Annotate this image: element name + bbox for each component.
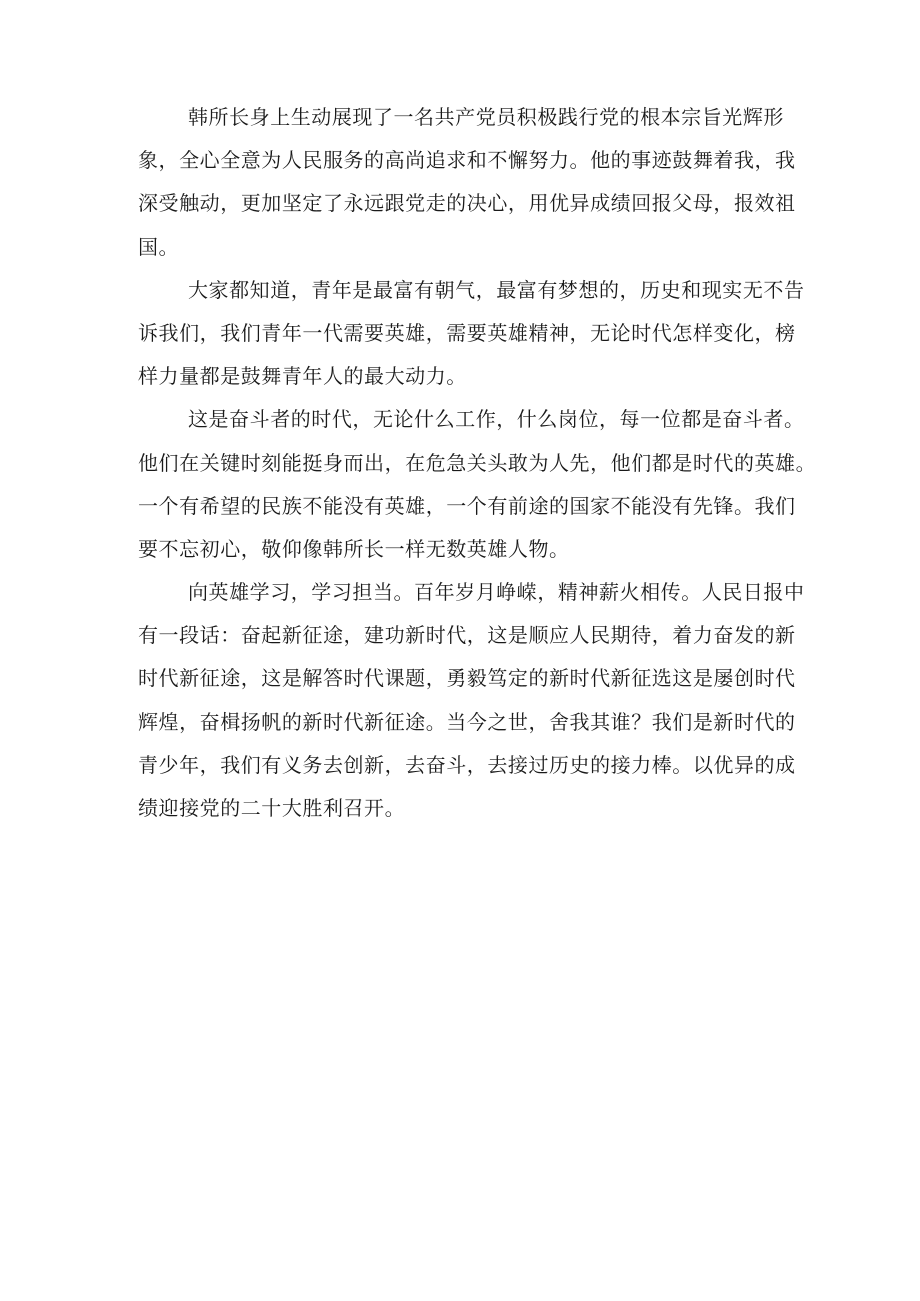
- paragraph-line: 青少年，我们有义务去创新，去奋斗，去接过历史的接力棒。以优异的成: [138, 752, 796, 777]
- paragraph-line: 象，全心全意为人民服务的高尚追求和不懈努力。他的事迹鼓舞着我，我: [138, 148, 796, 173]
- paragraph-line: 样力量都是鼓舞青年人的最大动力。: [138, 364, 467, 389]
- paragraph-line: 时代新征途，这是解答时代课题，勇毅笃定的新时代新征选这是屡创时代: [138, 666, 796, 691]
- paragraph-line: 向英雄学习，学习担当。百年岁月峥嵘，精神薪火相传。人民日报中: [188, 580, 805, 605]
- paragraph-line: 他们在关键时刻能挺身而出，在危急关头敢为人先，他们都是时代的英雄。: [138, 450, 817, 475]
- paragraph-1: [138, 96, 796, 269]
- paragraph-line: 要不忘初心，敬仰像韩所长一样无数英雄人物。: [138, 536, 570, 561]
- paragraph-line: 这是奋斗者的时代，无论什么工作，什么岗位，每一位都是奋斗者。: [188, 407, 805, 432]
- paragraph-3: [138, 398, 817, 571]
- paragraph-line: 有一段话：奋起新征途，建功新时代，这是顺应人民期待，着力奋发的新: [138, 623, 796, 648]
- paragraph-line: 一个有希望的民族不能没有英雄，一个有前途的国家不能没有先锋。我们: [138, 493, 796, 518]
- document-body: [138, 96, 817, 830]
- paragraph-4: [138, 571, 805, 830]
- paragraph-line: 辉煌，奋楫扬帆的新时代新征途。当今之世，舍我其谁？我们是新时代的: [138, 709, 796, 734]
- paragraph-line: 诉我们，我们青年一代需要英雄，需要英雄精神，无论时代怎样变化，榜: [138, 320, 796, 345]
- paragraph-line: 深受触动，更加坚定了永远跟党走的决心，用优异成绩回报父母，报效祖: [138, 191, 796, 216]
- paragraph-2: [138, 269, 805, 399]
- paragraph-line: 大家都知道，青年是最富有朝气，最富有梦想的，历史和现实无不告: [188, 277, 805, 302]
- paragraph-line: 韩所长身上生动展现了一名共产党员积极践行党的根本宗旨光辉形: [188, 105, 784, 129]
- paragraph-line: 绩迎接党的二十大胜利召开。: [138, 796, 406, 820]
- paragraph-line: 国。: [138, 234, 180, 259]
